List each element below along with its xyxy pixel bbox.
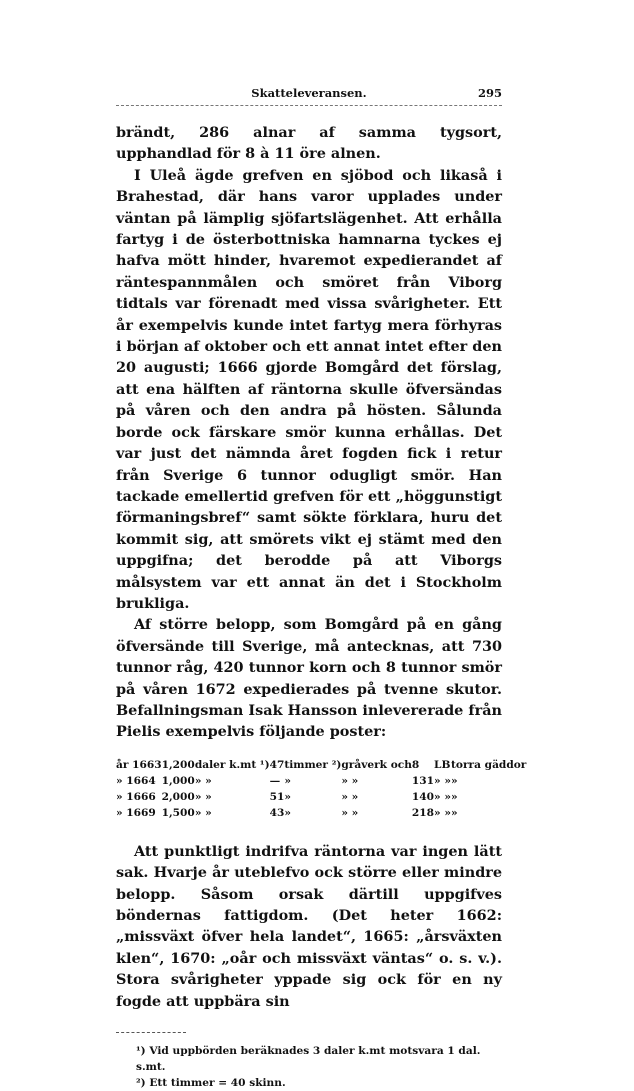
ledger-cell: 1,500 (161, 806, 195, 819)
ledger-cell: 47 (269, 758, 285, 771)
ledger-cell: 218 (411, 806, 435, 819)
ledger-cell: 131 (411, 774, 435, 787)
table-row (116, 759, 526, 775)
ledger-cell: » » (194, 790, 212, 803)
ledger-cell: daler k.mt ¹) (194, 758, 270, 771)
ledger-cell: timmer ²) (284, 758, 342, 771)
running-title: Skatteleveransen. (251, 86, 367, 100)
body-text-continued (116, 841, 502, 1012)
running-head (116, 84, 502, 104)
ledger-cell: » » (341, 806, 359, 819)
ledger-cell: torra gäddor (450, 758, 527, 771)
header-rule (116, 105, 502, 106)
ledger-cell: » (450, 806, 458, 819)
ledger-cell: » » (341, 774, 359, 787)
page-number: 295 (477, 86, 502, 100)
paragraph-4: Att punktligt indrifva räntorna var ingen lätt sak. Hvarje år uteblefvo ock större eller mindre belopp. Såsom orsak därtill uppgifves böndernas fattigdom. (Det heter 1662: „missväxt öfver hela landet“, 1665: „årsväxten klen“, 1670: „oår och missväxt väntas“ o. s. v.). Stora svårigheter yppade sig ock för en ny fogde att uppbära sin (116, 842, 502, 1010)
ledger-cell: — (269, 774, 281, 787)
ledger-table (116, 758, 527, 823)
footnote-2: ²) Ett timmer = 40 skinn. (136, 1077, 286, 1090)
ledger-cell: » (284, 790, 291, 803)
ledger-cell: » » (194, 774, 212, 787)
footnote-rule (116, 1032, 186, 1033)
table-row (116, 775, 526, 791)
ledger-cell: » » (434, 790, 451, 803)
ledger-cell: » 1666 (116, 790, 156, 803)
ledger-cell: 2,000 (161, 790, 195, 803)
ledger-cell: 140 (411, 790, 435, 803)
ledger-cell: 51 (269, 790, 285, 803)
ledger-cell: » (450, 774, 458, 787)
ledger-cell: 43 (269, 806, 285, 819)
ledger-cell: gråverk och (341, 758, 412, 771)
ledger-cell: » » (194, 806, 212, 819)
ledger-cell: 8 (411, 758, 420, 771)
ledger-cell: » » (434, 774, 451, 787)
page (116, 84, 527, 1091)
paragraph-3: Af större belopp, som Bomgård på en gång öfversände till Sverige, må antecknas, att 730 tunnor råg, 420 tunnor korn och 8 tunnor smör på våren 1672 expedierades på tvenne skutor. Befallningsman Isak Hansson inlevererade från Pielis exempelvis följande poster: (116, 616, 502, 741)
paragraph-2: I Uleå ägde grefven en sjöbod och likaså i Brahestad, där hans varor upplades under väntan på lämplig sjöfartslägenhet. Att erhålla fartyg i de österbottniska hamnarna tyckes ej hafva mött hinder, hvaremot expedierandet af räntespannmålen och smöret från Viborg tidtals var förenadt med vissa svårigheter. Ett år exempelvis kunde intet fartyg mera förhyras i början af oktober och ett annat intet efter den 20 augusti; 1666 gjorde Bomgård det förslag, att ena hälften af räntorna skulle öfversändas på våren och den andra på hösten. Sålunda borde ock färskare smör kunna erhållas. Det var just det nämnda året fogden fick i retur från Sverige 6 tunnor odugligt smör. Han tackade emellertid grefven för ett „höggunstigt förmaningsbref“ samt sökte förklara, huru det kommit sig, att smörets vikt ej stämt med den uppgifna; det berodde på att Viborgs målsystem var ett annat än det i Stockholm brukliga. (116, 166, 502, 612)
ledger-cell: » (284, 806, 291, 819)
ledger-cell: LB (434, 758, 451, 771)
paragraph-1: brändt, 286 alnar af samma tygsort, upphandlad för 8 à 11 öre alnen. (116, 124, 502, 163)
ledger-cell: 1,000 (161, 774, 195, 787)
ledger-cell: » (450, 790, 458, 803)
ledger-cell: » 1669 (116, 806, 156, 819)
footnotes (116, 1043, 502, 1091)
ledger-cell: » » (434, 806, 451, 819)
ledger-cell: » » (341, 790, 359, 803)
body-text (116, 122, 502, 743)
ledger-cell: 1,200 (161, 758, 195, 771)
ledger-cell: år 1663 (116, 758, 162, 771)
table-row (116, 791, 526, 807)
footnote-1: ¹) Vid uppbörden beräknades 3 daler k.mt motsvara 1 dal. s.mt. (136, 1045, 481, 1074)
ledger-cell: » 1664 (116, 774, 156, 787)
ledger-cell: » (284, 774, 291, 787)
table-row (116, 807, 526, 823)
